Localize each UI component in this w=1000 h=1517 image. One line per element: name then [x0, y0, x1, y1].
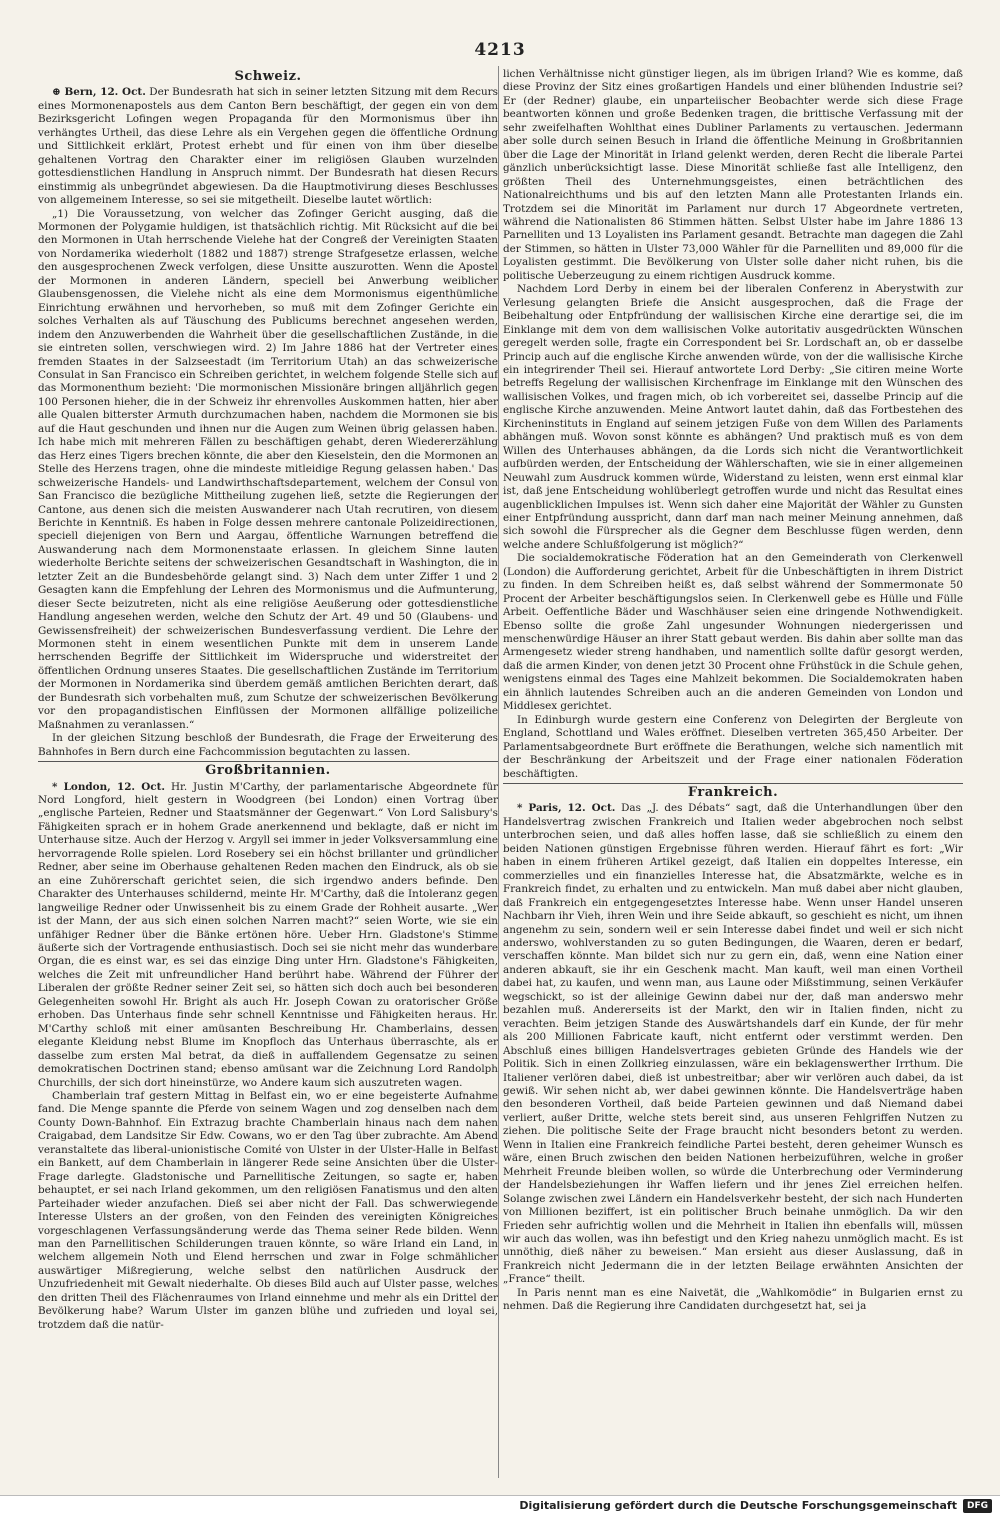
section-heading-grossbritannien: Großbritannien. — [38, 761, 498, 777]
article-paragraph — [38, 781, 498, 1090]
funding-notice: Digitalisierung gefördert durch die Deutsche Forschungsgemeinschaft — [519, 1499, 957, 1512]
dateline-paris: * Paris, 12. Oct. — [517, 802, 616, 815]
dateline-bern: ⊕ Bern, 12. Oct. — [52, 86, 146, 99]
right-column — [503, 68, 963, 1478]
article-paragraph: lichen Verhältnisse nicht günstiger liegen, als im übrigen Irland? Wie es komme, daß diese Provinz der Sitz eines großartigen Handels und einer blühenden Industrie sei? Er (der Redner) glaube, ein unparteiischer Beobachter werde sich diese Frage beantworten können und große Bedenken tragen, die brittische Verfassung mit der sehr zweifelhaften Wohlthat eines Dubliner Parlaments zu vertauschen. Jedermann aber solle durch seinen Besuch in Irland die öffentliche Meinung in Großbritannien über die Lage der Minorität in Irland gelenkt werden, deren Recht die liberale Partei gänzlich unberücksichtigt lasse. Diese Minorität schließe fast alle Intelligenz, den größten Theil des Unternehmungsgeistes, einen beträchtlichen des Nationalreichthums und bis auf den letzten Mann alle Protestanten Irlands ein. Trotzdem sei die Minorität im Parlament nur durch 17 Abgeordnete vertreten, während die Nationalisten 86 Stimmen hätten. Selbst Ulster habe im Jahre 1886 13 Parnelliten und 13 Loyalisten ins Parlament gesandt. Betrachte man dagegen die Zahl der Stimmen, so hätten in Ulster 73,000 Wähler für die Parnelliten und 89,000 für die Loyalisten gestimmt. Die Bevölkerung von Ulster solle daher nicht ruhen, bis die politische Ueberzeugung zu einem richtigen Ausdruck komme. — [503, 68, 963, 282]
article-paragraph: In Paris nennt man es eine Naivetät, die „Wahlkomödie“ in Bulgarien ernst zu nehmen. Daß die Regierung ihre Candidaten durchgesetzt hat, sei ja — [503, 1286, 963, 1313]
article-paragraph: In Edinburgh wurde gestern eine Conferenz von Delegirten der Bergleute von England, Schottland und Wales eröffnet. Dieselben vertreten 365,450 Arbeiter. Der Parlamentsabgeordnete Burt eröffnete die Berathungen, welche sich namentlich mit der Beschränkung der Arbeitszeit und der Frage einer nationalen Föderation beschäftigten. — [503, 713, 963, 780]
page-number: 4213 — [474, 40, 526, 60]
article-paragraph — [503, 802, 963, 1286]
article-text: Das „J. des Débats“ sagt, daß die Unterhandlungen über den Handelsvertrag zwischen Frankreich und Italien weder abgebrochen noch selbst unterbrochen seien, und daß alles hoffen lasse, daß sie schließlich zu einem den beiden Nationen günstigen Ergebnisse führen werden. Hierauf fährt es fort: „Wir haben in einem früheren Artikel gezeigt, daß Italien ein doppeltes Interesse, ein commerzielles und ein finanzielles Interesse hat, die Absatzmärkte, welche es in Frankreich findet, zu erhalten und zu entwickeln. Man muß dabei aber nicht glauben, daß Frankreich ein entgegengesetztes Interesse habe. Wenn unser Handel unseren Nachbarn ihr Vieh, ihren Wein und ihre Seide abkauft, so geschieht es nicht, um ihnen angenehm zu sein, sondern weil er sein Interesse dabei findet und weil er sich nicht anderswo, wohlverstanden zu so guten Bedingungen, die Waaren, deren er bedarf, verschaffen könnte. Man bildet sich nur zu gern ein, daß, wenn eine Nation einer anderen abkauft, sie ihr ein Geschenk macht. Man kauft, weil man einen Vortheil dabei hat, zu kaufen, und wenn man, aus Laune oder Mißstimmung, seinen Verkäufer wegschickt, so ist der alleinige Gewinn dabei nur der, daß man anderswo mehr bezahlen muß. Andererseits ist der Markt, den wir in Italien finden, nicht zu verachten. Beim jetzigen Stande des Auswärtshandels darf ein Kunde, der für mehr als 200 Millionen Fabricate kauft, nicht entfernt oder verstimmt werden. Den Abschluß eines billigen Handelsvertrages gebieten Gründe des Handels wie der Politik. Sich in einen Zollkrieg einzulassen, wäre ein beklagenswerther Irrthum. Die Italiener verlören dabei, dieß ist unbestreitbar; aber wir verlören auch dabei, da ist gewiß. Wir sehen nicht ab, wer dabei gewinnen könnte. Die Handelsverträge haben den besonderen Vortheil, daß beide Parteien gewinnen und daß Niemand dabei verliert, außer Dritte, welche stets bereit sind, aus unseren Fehlgriffen Nutzen zu ziehen. Die politische Seite der Frage braucht nicht besonders betont zu werden. Wenn in Italien eine Frankreich feindliche Partei besteht, deren geheimer Wunsch es wäre, einen Bruch zwischen den beiden Nationen herbeizuführen, welche in großer Mehrheit Freunde bleiben wollen, so würde die Unterbrechung oder Verminderung der Handelsbeziehungen ihr Waffen liefern und ihr jenes Ziel erreichen helfen. Solange zwischen zwei Ländern ein Handelsverkehr besteht, der sich nach Hunderten von Millionen beziffert, ist ein politischer Bruch beinahe unmöglich. Da wir den Frieden sehr aufrichtig wollen und die Mehrheit in Italien ihn ebenfalls will, müssen wir auch das wollen, was ihn befestigt und den Krieg nahezu unmöglich macht. Es ist unnöthig, dieß näher zu beweisen.“ Man ersieht aus dieser Auslassung, daß in Frankreich nicht Jedermann die in der letzten Beilage erwähnten Ansichten der „France“ theilt. — [503, 802, 963, 1286]
article-paragraph — [38, 86, 498, 207]
dfg-logo-icon: DFG — [963, 1499, 992, 1513]
left-column — [38, 68, 498, 1478]
article-text: Der Bundesrath hat sich in seiner letzten Sitzung mit dem Recurs eines Mormonenapostels aus dem Canton Bern beschäftigt, der gegen ein von dem Bezirksgericht Lofingen wegen Propaganda für den Mormonismus über ihn verhängtes Urtheil, das diese Lehre als ein Vergehen gegen die öffentliche Ordnung und Sittlichkeit erklärt, Protest erhebt und für einen von ihm über dieselbe gehaltenen Vortrag den Charakter einer im religiösen Glauben wurzelnden gottesdienstlichen Handlung in Anspruch nimmt. Der Bundesrath hat diesen Recurs einstimmig als unbegründet abgewiesen. Da die Hauptmotivirung dieses Beschlusses von allgemeinem Interesse, so sei sie mitgetheilt. Dieselbe lautet wörtlich: — [38, 86, 498, 207]
article-paragraph: In der gleichen Sitzung beschloß der Bundesrath, die Frage der Erweiterung des Bahnhofes in Bern durch eine Fachcommission begutachten zu lassen. — [38, 732, 498, 758]
article-paragraph: Nachdem Lord Derby in einem bei der liberalen Conferenz in Aberystwith zur Verlesung gelangten Briefe die Ansicht ausgesprochen, daß die Frage der Beibehaltung oder Entpfründung der wallisischen Kirche eine derartige sei, die im Einklange mit dem von dem wallisischen Volke autoritativ ausgedrückten Wünschen geregelt werden solle, fragte ein Correspondent bei Sr. Lordschaft an, ob er dasselbe Princip auch auf die englische Kirche anwenden würde, von der die wallisische Kirche ein integrirender Theil sei. Hierauf antwortete Lord Derby: „Sie citiren meine Worte betreffs Regelung der wallisischen Kirchenfrage im Einklange mit den Wünschen des wallisischen Volkes, und fragen mich, ob ich vorbereitet sei, dasselbe Princip auf die englische Kirche anzuwenden. Meine Antwort lautet dahin, daß das Fortbestehen des Kircheninstituts in England auf seinem jetzigen Fuße von dem Willen des Parlaments abhängen muß. Wovon sonst könnte es abhängen? Und praktisch muß es von dem Willen des Unterhauses abhängen, da die Lords sich nicht die Verantwortlichkeit aufbürden werden, der Entscheidung der Wählerschaften, wie sie in einer allgemeinen Neuwahl zum Ausdruck kommen würde, Widerstand zu leisten, wenn erst einmal klar ist, daß jene Entscheidung wohlüberlegt getroffen wurde und nicht das Resultat eines augenblicklichen Impulses ist. Wenn sich daher eine Majorität der Wähler zu Gunsten einer Entpfründung ausspricht, dann darf man nach meiner Meinung annehmen, daß sich sowohl die Fürsprecher als die Gegner dem Beschlusse fügen werden, denn welche andere Schlußfolgerung ist möglich?“ — [503, 283, 963, 551]
section-heading-schweiz: Schweiz. — [234, 69, 302, 84]
article-text: Hr. Justin M'Carthy, der parlamentarische Abgeordnete für Nord Longford, hielt gestern in Woodgreen (bei London) einen Vortrag über „englische Parteien, Redner und Staatsmänner der Gegenwart.“ Von Lord Salisbury's Fähigkeiten sprach er in hohem Grade anerkennend und beklagte, daß er nicht im Unterhause sitze. Auch der Herzog v. Argyll sei immer in jeder Volksversammlung eine hervorragende Rolle spielen. Lord Rosebery sei ein höchst brillanter und gründlicher Redner, aber seine im Oberhause gehaltenen Reden machen den Eindruck, als ob sie an eine Zuhörerschaft gerichtet seien, die sich irgendwo anders befinde. Den Charakter des Unterhauses schildernd, meinte Hr. M'Carthy, daß die Intoleranz gegen langweilige Redner oder Unwissenheit bis zu einem Grade der Rohheit ausarte. „Wer ist der Mann, der aus sich einen solchen Narren macht?“ seien Worte, wie sie ein unfähiger Redner über die Bänke ertönen höre. Ueber Hrn. Gladstone's Stimme äußerte sich der Vortragende enthusiastisch. Doch sei sie nicht mehr das wunderbare Organ, die es einst war, es sei das einzige Ding unter Hrn. Gladstone's Fähigkeiten, welches die Zeit mit unfreundlicher Hand berührt habe. Während der Führer der Liberalen der größte Redner seiner Zeit sei, so hätten sich doch auch bei besonderen Gelegenheiten sowohl Hr. Bright als auch Hr. Joseph Cowan zu oratorischer Größe erhoben. Das Unterhaus finde sehr schnell Kenntnisse und Fähigkeiten heraus. Hr. M'Carthy schloß mit einer amüsanten Beschreibung Hr. Chamberlains, dessen elegante Kleidung nebst Blume im Knopfloch das Unterhaus überraschte, als er dasselbe zum ersten Mal betrat, da dieß in auffallendem Gegensatze zu seinen demokratischen Doctrinen stand; ebenso amüsant war die Zeichnung Lord Randolph Churchills, der sich dort hineinstürze, wo Andere kaum sich auszutreten wagen. — [38, 780, 498, 1089]
section-heading-frankreich: Frankreich. — [503, 783, 963, 799]
column-divider — [498, 66, 499, 1478]
article-paragraph: Die socialdemokratische Föderation hat an den Gemeinderath von Clerkenwell (London) die Aufforderung gerichtet, Arbeit für die Unbeschäftigten in ihrem District zu finden. In dem Schreiben heißt es, daß selbst während der Sommermonate 50 Procent der Arbeiter beschäftigungslos seien. In Clerkenwell gebe es Hülle und Fülle Arbeit. Oeffentliche Bäder und Waschhäuser seien eine dringende Nothwendigkeit. Ebenso sollte die große Zahl ungesunder Wohnungen niedergerissen und menschenwürdige Häuser an ihrer Statt gebaut werden. Bis dahin aber sollte man das Armengesetz wieder streng handhaben, und namentlich sollte dafür gesorgt werden, daß die armen Kinder, von denen jetzt 30 Procent ohne Frühstück in die Schule gehen, wenigstens einmal des Tages eine Mahlzeit bekommen. Die Socialdemokraten haben ein ähnlich lautendes Schreiben auch an die anderen Gemeinden von London und Middlesex gerichtet. — [503, 552, 963, 713]
article-paragraph: Chamberlain traf gestern Mittag in Belfast ein, wo er eine begeisterte Aufnahme fand. Die Menge spannte die Pferde von seinem Wagen und zog denselben nach dem County Down-Bahnhof. Ein Extrazug brachte Chamberlain hinaus nach dem nahen Craigabad, dem Landsitze Sir Edw. Cowans, wo er den Tag über zubrachte. Am Abend veranstaltete das liberal-unionistische Comité von Ulster in der Ulster-Halle in Belfast ein Bankett, auf dem Chamberlain in längerer Rede seine Ansichten über die Ulster-Frage darlegte. Gladstonische und Parnellitische Zeitungen, so sagte er, haben behauptet, er sei nach Irland gekommen, um den religiösen Fanatismus und den alten Parteihader wieder anzufachen. Dieß sei aber nicht der Fall. Das schwerwiegende Interesse Ulsters an der großen, von den Feinden des vereinigten Königreiches vorgeschlagenen Verfassungsänderung werde das Thema seiner Rede bilden. Wenn man den Parnellitischen Schilderungen trauen könnte, so wäre Irland ein Land, in welchem allgemein Noth und Elend herrschen und zwar in Folge schmählicher auswärtiger Mißregierung, welche selbst den natürlichen Ausdruck der Unzufriedenheit mit Gewalt niederhalte. Ob dieses Bild auch auf Ulster passe, welches den dritten Theil des Flächenraumes von Irland einnehme und mehr als ein Drittel der Bevölkerung habe? Warum Ulster im ganzen blühe und zufrieden und loyal sei, trotzdem daß die natür- — [38, 1089, 498, 1331]
dateline-london: * London, 12. Oct. — [52, 780, 166, 793]
article-paragraph: „1) Die Voraussetzung, von welcher das Zofinger Gericht ausging, daß die Mormonen der Polygamie huldigen, ist thatsächlich richtig. Mit Rücksicht auf die bei den Mormonen in Utah herrschende Vielehe hat der Congreß der Vereinigten Staaten von Nordamerika wiederholt (1882 und 1887) strenge Strafgesetze erlassen, welche den ausgesprochenen Zweck verfolgen, diese Unsitte auszurotten. Wenn die Apostel der Mormonen in anderen Ländern, speciell bei Anwerbung weiblicher Glaubensgenossen, die Vielehe nicht als eine dem Mormonismus eigenthümliche Einrichtung erwähnen und hervorheben, so muß mit dem Zofinger Gerichte ein solches Verhalten als auf Täuschung des Publicums berechnet angesehen werden, indem den Anzuwerbenden die Wahrheit über die gesellschaftlichen Zustände, in die sie eintreten sollen, verschwiegen wird. 2) Im Jahre 1886 hat der Vertreter eines fremden Staates in der Salzseestadt (im Territorium Utah) an das schweizerische Consulat in San Francisco ein Schreiben gerichtet, in welchem folgende Stelle sich auf das Mormonenthum bezieht: 'Die mormonischen Missionäre bringen alljährlich gegen 100 Personen hieher, die in der Schweiz ihr ehrenvolles Auskommen hatten, hier aber alle Qualen bitterster Armuth durchzumachen haben, nachdem die Mormonen sie bis auf die Haut geschunden und ihnen nur die Augen zum Weinen übrig gelassen haben. Ich habe mich mit mehreren Fällen zu beschäftigen gehabt, deren Wiedererzählung das Herz eines Tigers brechen könnte, die aber den Kieselstein, den die Mormonen an Stelle des Herzens tragen, ohne die mindeste mitleidige Regung gelassen haben.' Das schweizerische Handels- und Landwirthschaftsdepartement, welchem der Consul von San Francisco die bezügliche Mittheilung zugehen ließ, setzte die Regierungen der Cantone, aus denen sich die meisten Auswanderer nach Utah recrutiren, von diesem Berichte in Kenntniß. Es haben in Folge dessen mehrere cantonale Polizeidirectionen, speciell diejenigen von Bern und Aargau, öffentliche Warnungen betreffend die Auswanderung nach dem Mormonenstaate erlassen. In gleichem Sinne lauten wiederholte Berichte seitens der schweizerischen Gesandtschaft in Washington, die in letzter Zeit an die Bundesbehörde gelangt sind. 3) Nach dem unter Ziffer 1 und 2 Gesagten kann die Empfehlung der Lehren des Mormonismus und die Aufmunterung, dieser Secte beizutreten, nicht als eine religiöse Aeußerung oder gottesdienstliche Handlung angesehen werden, welche den Schutz der Art. 49 und 50 (Glaubens- und Gewissensfreiheit) der schweizerischen Bundesverfassung verdient. Die Lehre der Mormonen steht in einem wesentlichen Punkte mit dem in unserem Lande herrschenden Begriffe der Sittlichkeit im Widerspruche und widerstreitet der öffentlichen Ordnung unseres Staates. Die gesellschaftlichen Zustände im Territorium der Mormonen in Nordamerika sind überdem gemäß amtlichen Berichten derart, daß der Bundesrath sich vorbehalten muß, zum Schutze der schweizerischen Bevölkerung vor den propagandistischen Einflüssen der Mormonen allfällige polizeiliche Maßnahmen zu veranlassen.“ — [38, 207, 498, 731]
footer-bar — [0, 1495, 1000, 1517]
